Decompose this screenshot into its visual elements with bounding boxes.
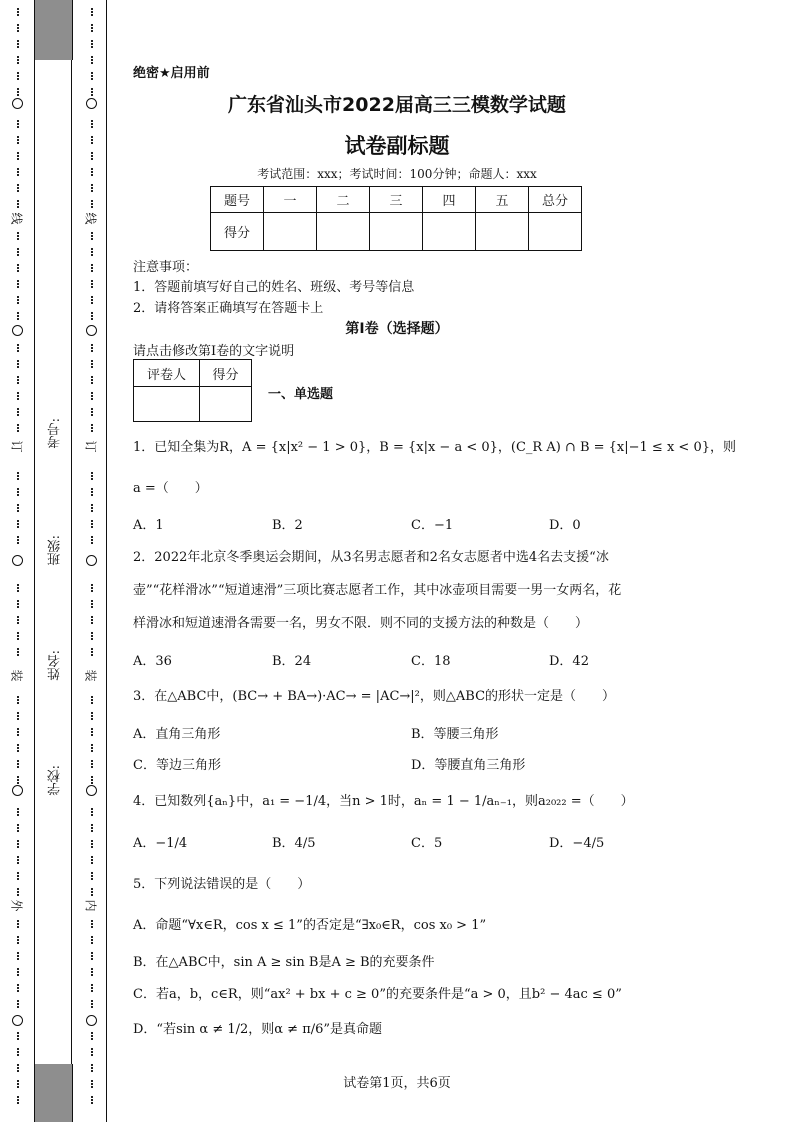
margin-dots xyxy=(17,856,21,864)
margin-dots xyxy=(17,120,21,128)
margin-circle xyxy=(86,1015,97,1026)
margin-dots xyxy=(91,728,95,736)
score-header: 总分 xyxy=(529,187,582,213)
margin-dots xyxy=(91,760,95,768)
margin-dots xyxy=(91,392,95,400)
margin-circle xyxy=(12,1015,23,1026)
question-4: 4．已知数列{aₙ}中，a₁ = −1/4，当n > 1时，aₙ = 1 − 1/aₙ₋₁，则a₂₀₂₂ =（ ） xyxy=(133,794,634,809)
margin-dots xyxy=(91,472,95,480)
margin-seal-char: 装 xyxy=(83,669,98,682)
q1-option-d: D．0 xyxy=(549,518,581,533)
margin-dots xyxy=(17,632,21,640)
margin-dots xyxy=(91,600,95,608)
score-cell[interactable] xyxy=(264,213,317,251)
margin-dots xyxy=(91,72,95,80)
q4-option-c: C．5 xyxy=(411,836,443,851)
part1-title: 第I卷（选择题） xyxy=(345,321,449,337)
margin-dots xyxy=(17,1096,21,1104)
question-3: 3．在△ABC中，(BC→ + BA→)·AC→ = |AC→|²，则△ABC的形状一定是（ ） xyxy=(133,689,616,704)
margin-dots xyxy=(17,184,21,192)
margin-seal-char: 线 xyxy=(9,212,24,225)
margin-dots xyxy=(17,56,21,64)
margin-seal-char: 订 xyxy=(83,440,98,453)
margin-dots xyxy=(91,504,95,512)
notice-item: 1．答题前填写好自己的姓名、班级、考号等信息 xyxy=(133,280,415,295)
margin-dots xyxy=(17,296,21,304)
margin-dots xyxy=(17,968,21,976)
q2-option-a: A．36 xyxy=(133,654,172,669)
margin-seal-char: 线 xyxy=(83,212,98,225)
part1-desc: 请点击修改第I卷的文字说明 xyxy=(133,344,295,359)
margin-dots xyxy=(91,264,95,272)
margin-dots xyxy=(17,280,21,288)
margin-dots xyxy=(91,520,95,528)
margin-dots xyxy=(17,1048,21,1056)
margin-dots xyxy=(17,712,21,720)
question-5: 5．下列说法错误的是（ ） xyxy=(133,877,311,892)
q3-option-d: D．等腰直角三角形 xyxy=(411,758,526,773)
margin-dots xyxy=(17,728,21,736)
margin-dots xyxy=(17,488,21,496)
q1-option-b: B．2 xyxy=(272,518,303,533)
score-header: 四 xyxy=(423,187,476,213)
label-class: 班级: xyxy=(48,535,63,566)
score-cell[interactable] xyxy=(423,213,476,251)
margin-dots xyxy=(91,952,95,960)
margin-dots xyxy=(91,8,95,16)
q3-option-b: B．等腰三角形 xyxy=(411,727,499,742)
score-row-label: 得分 xyxy=(211,213,264,251)
margin-dots xyxy=(17,936,21,944)
margin-dots xyxy=(17,584,21,592)
q1-option-a: A．1 xyxy=(133,518,164,533)
margin-circle xyxy=(12,555,23,566)
margin-dots xyxy=(17,696,21,704)
margin-dots xyxy=(91,296,95,304)
margin-dots xyxy=(91,344,95,352)
margin-dots xyxy=(17,840,21,848)
score-header: 三 xyxy=(370,187,423,213)
margin-dots xyxy=(17,24,21,32)
margin-circle xyxy=(86,555,97,566)
margin-dots xyxy=(91,184,95,192)
q1-option-c: C．−1 xyxy=(411,518,454,533)
label-school: 学校: xyxy=(48,765,63,796)
margin-dots xyxy=(17,776,21,784)
margin-dots xyxy=(91,536,95,544)
margin-dots xyxy=(91,1032,95,1040)
margin-dots xyxy=(17,872,21,880)
margin-dots xyxy=(91,856,95,864)
margin-dots xyxy=(91,248,95,256)
margin-dots xyxy=(91,648,95,656)
margin-circle xyxy=(86,785,97,796)
margin-dots xyxy=(91,488,95,496)
margin-dots xyxy=(91,1048,95,1056)
margin-dots xyxy=(91,632,95,640)
q5-option-b: B．在△ABC中，sin A ≥ sin B是A ≥ B的充要条件 xyxy=(133,955,435,970)
margin-dots xyxy=(91,424,95,432)
margin-dots xyxy=(17,824,21,832)
margin-seal-char: 外 xyxy=(9,899,24,912)
q4-option-b: B．4/5 xyxy=(272,836,316,851)
q4-option-a: A．−1/4 xyxy=(133,836,188,851)
grader-cell[interactable] xyxy=(134,387,200,422)
score-cell[interactable] xyxy=(476,213,529,251)
score-header: 五 xyxy=(476,187,529,213)
margin-dots xyxy=(17,984,21,992)
margin-circle xyxy=(12,785,23,796)
margin-dots xyxy=(17,392,21,400)
margin-dots xyxy=(91,712,95,720)
margin-dots xyxy=(17,248,21,256)
margin-dots xyxy=(91,232,95,240)
margin-dots xyxy=(91,1096,95,1104)
margin-dots xyxy=(91,1064,95,1072)
margin-dots xyxy=(91,360,95,368)
question-2-cont: 样滑冰和短道速滑各需要一名，男女不限．则不同的支援方法的种数是（ ） xyxy=(133,616,589,631)
score-table xyxy=(210,186,582,251)
margin-dots xyxy=(91,616,95,624)
label-name: 姓名: xyxy=(48,650,63,681)
margin-dots xyxy=(17,200,21,208)
page-footer: 试卷第1页，共6页 xyxy=(343,1076,451,1091)
question-2: 2．2022年北京冬季奥运会期间，从3名男志愿者和2名女志愿者中选4名去支援“冰 xyxy=(133,550,609,565)
q2-option-b: B．24 xyxy=(272,654,312,669)
margin-dots xyxy=(17,616,21,624)
q4-option-d: D．−4/5 xyxy=(549,836,605,851)
margin-dots xyxy=(17,344,21,352)
score-header: 题号 xyxy=(211,187,264,213)
margin-dots xyxy=(91,200,95,208)
margin-dots xyxy=(17,72,21,80)
label-exam-number: 考号: xyxy=(48,418,63,449)
margin-dots xyxy=(17,8,21,16)
q5-option-d: D．“若sin α ≠ 1/2，则α ≠ π/6”是真命题 xyxy=(133,1022,383,1037)
margin-dots xyxy=(17,40,21,48)
margin-gray-block-top xyxy=(34,0,73,60)
margin-dots xyxy=(91,1000,95,1008)
exam-info: 考试范围：xxx；考试时间：100分钟；命题人：xxx xyxy=(257,167,537,181)
question-1-cont: a =（ ） xyxy=(133,481,208,496)
margin-dots xyxy=(17,1000,21,1008)
margin-dots xyxy=(91,408,95,416)
margin-dots xyxy=(17,760,21,768)
margin-dots xyxy=(17,600,21,608)
score-header: 二 xyxy=(317,187,370,213)
score-cell[interactable] xyxy=(317,213,370,251)
margin-dots xyxy=(17,472,21,480)
margin-dots xyxy=(17,504,21,512)
grader-table xyxy=(133,359,252,422)
q2-option-d: D．42 xyxy=(549,654,589,669)
margin-dots xyxy=(91,696,95,704)
margin-dots xyxy=(91,808,95,816)
margin-dots xyxy=(17,232,21,240)
question-1: 1．已知全集为R，A = {x|x² − 1 > 0}，B = {x|x − a < 0}，(C_R A) ∩ B = {x|−1 ≤ x < 0}，则 xyxy=(133,440,736,455)
margin-dots xyxy=(91,872,95,880)
margin-dots xyxy=(17,1064,21,1072)
margin-dots xyxy=(91,376,95,384)
margin-dots xyxy=(17,424,21,432)
score-cell[interactable] xyxy=(529,213,582,251)
secret-label: 绝密★启用前 xyxy=(133,66,210,81)
margin-dots xyxy=(17,520,21,528)
margin-seal-char: 订 xyxy=(9,440,24,453)
margin-dots xyxy=(17,536,21,544)
margin-dots xyxy=(91,968,95,976)
margin-dots xyxy=(17,952,21,960)
margin-dots xyxy=(17,376,21,384)
margin-seal-char: 内 xyxy=(83,899,98,912)
margin-dots xyxy=(91,776,95,784)
margin-dots xyxy=(17,648,21,656)
margin-dots xyxy=(17,920,21,928)
grader-cell[interactable] xyxy=(200,387,252,422)
margin-dots xyxy=(17,808,21,816)
section-heading: 一、单选题 xyxy=(268,387,334,402)
page-subtitle: 试卷副标题 xyxy=(344,134,450,158)
margin-dots xyxy=(91,280,95,288)
page-title: 广东省汕头市2022届高三三模数学试题 xyxy=(228,94,566,116)
margin-dots xyxy=(91,936,95,944)
margin-dots xyxy=(91,984,95,992)
grader-header: 评卷人 xyxy=(134,360,200,387)
margin-dots xyxy=(91,744,95,752)
margin-dots xyxy=(91,40,95,48)
notice-item: 2．请将答案正确填写在答题卡上 xyxy=(133,301,324,316)
q2-option-c: C．18 xyxy=(411,654,451,669)
margin-dots xyxy=(91,824,95,832)
grader-header: 得分 xyxy=(200,360,252,387)
margin-dots xyxy=(17,744,21,752)
margin-dots xyxy=(91,120,95,128)
q3-option-a: A．直角三角形 xyxy=(133,727,221,742)
margin-dots xyxy=(91,56,95,64)
margin-dots xyxy=(91,584,95,592)
score-cell[interactable] xyxy=(370,213,423,251)
margin-dots xyxy=(91,920,95,928)
margin-dots xyxy=(17,360,21,368)
question-2-cont: 壶”“花样滑冰”“短道速滑”三项比赛志愿者工作，其中冰壶项目需要一男一女两名，花 xyxy=(133,583,622,598)
notice-title: 注意事项： xyxy=(133,260,199,275)
margin-dots xyxy=(17,888,21,896)
margin-dots xyxy=(17,1032,21,1040)
margin-dots xyxy=(91,840,95,848)
q5-option-a: A．命题“∀x∈R，cos x ≤ 1”的否定是“∃x₀∈R，cos x₀ > 1” xyxy=(133,918,487,933)
margin-seal-char: 装 xyxy=(9,669,24,682)
score-header: 一 xyxy=(264,187,317,213)
margin-dots xyxy=(17,264,21,272)
q3-option-c: C．等边三角形 xyxy=(133,758,221,773)
margin-dots xyxy=(91,888,95,896)
margin-dots xyxy=(17,408,21,416)
q5-option-c: C．若a，b，c∈R，则“ax² + bx + c ≥ 0”的充要条件是“a > 0，且b² − 4ac ≤ 0” xyxy=(133,987,622,1002)
margin-dots xyxy=(91,24,95,32)
